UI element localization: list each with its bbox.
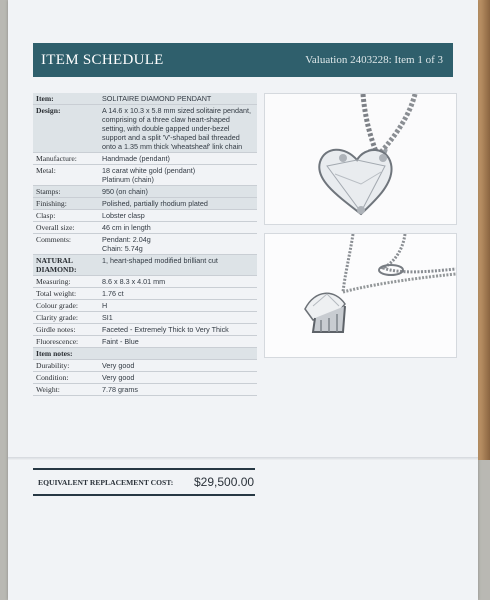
replacement-cost-label: EQUIVALENT REPLACEMENT COST:: [38, 478, 174, 487]
row-label: Condition:: [33, 372, 99, 384]
row-label: Design:: [33, 105, 99, 153]
row-label: Fluorescence:: [33, 336, 99, 348]
table-row: [33, 153, 257, 165]
row-value: [99, 348, 257, 360]
table-row: [33, 336, 257, 348]
pendant-front-image: [265, 94, 456, 224]
table-row: [33, 186, 257, 198]
table-row: [33, 324, 257, 336]
row-label: Finishing:: [33, 198, 99, 210]
row-value: Polished, partially rhodium plated: [99, 198, 257, 210]
pendant-front-photo: [264, 93, 457, 225]
cost-rule-bottom: [33, 494, 255, 496]
row-value: Faceted - Extremely Thick to Very Thick: [99, 324, 257, 336]
item-details-table: [33, 93, 257, 396]
row-label: Measuring:: [33, 276, 99, 288]
row-value: Faint - Blue: [99, 336, 257, 348]
table-row: [33, 93, 257, 105]
row-value: Handmade (pendant): [99, 153, 257, 165]
item-schedule-banner: [33, 43, 453, 77]
row-label: Clarity grade:: [33, 312, 99, 324]
row-label: Colour grade:: [33, 300, 99, 312]
cost-rule-top: [33, 468, 255, 470]
row-label: Stamps:: [33, 186, 99, 198]
row-value: SI1: [99, 312, 257, 324]
row-value: 18 carat white gold (pendant) Platinum (chain): [99, 165, 257, 186]
row-value: 7.78 grams: [99, 384, 257, 396]
row-value: A 14.6 x 10.3 x 5.8 mm sized solitaire pendant, comprising of a three claw heart-shaped setting, with double gapped under-bezel support and a split 'V'-shaped bail threaded onto a 1.35 mm thick 'wheatsheaf' link chain: [99, 105, 257, 153]
row-value: Very good: [99, 360, 257, 372]
row-value: SOLITAIRE DIAMOND PENDANT: [99, 93, 257, 105]
table-row: [33, 360, 257, 372]
valuation-document: [8, 0, 478, 600]
table-row: [33, 384, 257, 396]
table-row: [33, 348, 257, 360]
row-label: Weight:: [33, 384, 99, 396]
row-label: Clasp:: [33, 210, 99, 222]
row-value: 8.6 x 8.3 x 4.01 mm: [99, 276, 257, 288]
row-label: Item notes:: [33, 348, 99, 360]
table-row: [33, 300, 257, 312]
row-label: Durability:: [33, 360, 99, 372]
row-label: Comments:: [33, 234, 99, 255]
valuation-reference: Valuation 2403228: Item 1 of 3: [305, 54, 443, 66]
row-label: Item:: [33, 93, 99, 105]
table-row: [33, 210, 257, 222]
row-value: Lobster clasp: [99, 210, 257, 222]
table-row: [33, 276, 257, 288]
table-row: [33, 255, 257, 276]
row-label: Girdle notes:: [33, 324, 99, 336]
row-value: 1, heart-shaped modified brilliant cut: [99, 255, 257, 276]
table-row: [33, 234, 257, 255]
pendant-side-image: [265, 234, 456, 357]
row-value: Pendant: 2.04g Chain: 5.74g: [99, 234, 257, 255]
table-row: [33, 105, 257, 153]
replacement-cost-value: $29,500.00: [194, 475, 255, 489]
row-value: 950 (on chain): [99, 186, 257, 198]
row-value: 46 cm in length: [99, 222, 257, 234]
row-label: Total weight:: [33, 288, 99, 300]
table-row: [33, 165, 257, 186]
table-row: [33, 288, 257, 300]
row-label: Metal:: [33, 165, 99, 186]
row-value: Very good: [99, 372, 257, 384]
row-value: H: [99, 300, 257, 312]
table-row: [33, 312, 257, 324]
row-label: Manufacture:: [33, 153, 99, 165]
table-row: [33, 198, 257, 210]
table-row: [33, 222, 257, 234]
pendant-side-photo: [264, 233, 457, 358]
row-label: NATURAL DIAMOND:: [33, 255, 99, 276]
schedule-title: ITEM SCHEDULE: [41, 51, 164, 68]
table-row: [33, 372, 257, 384]
row-label: Overall size:: [33, 222, 99, 234]
row-value: 1.76 ct: [99, 288, 257, 300]
paper-fold: [8, 457, 478, 460]
